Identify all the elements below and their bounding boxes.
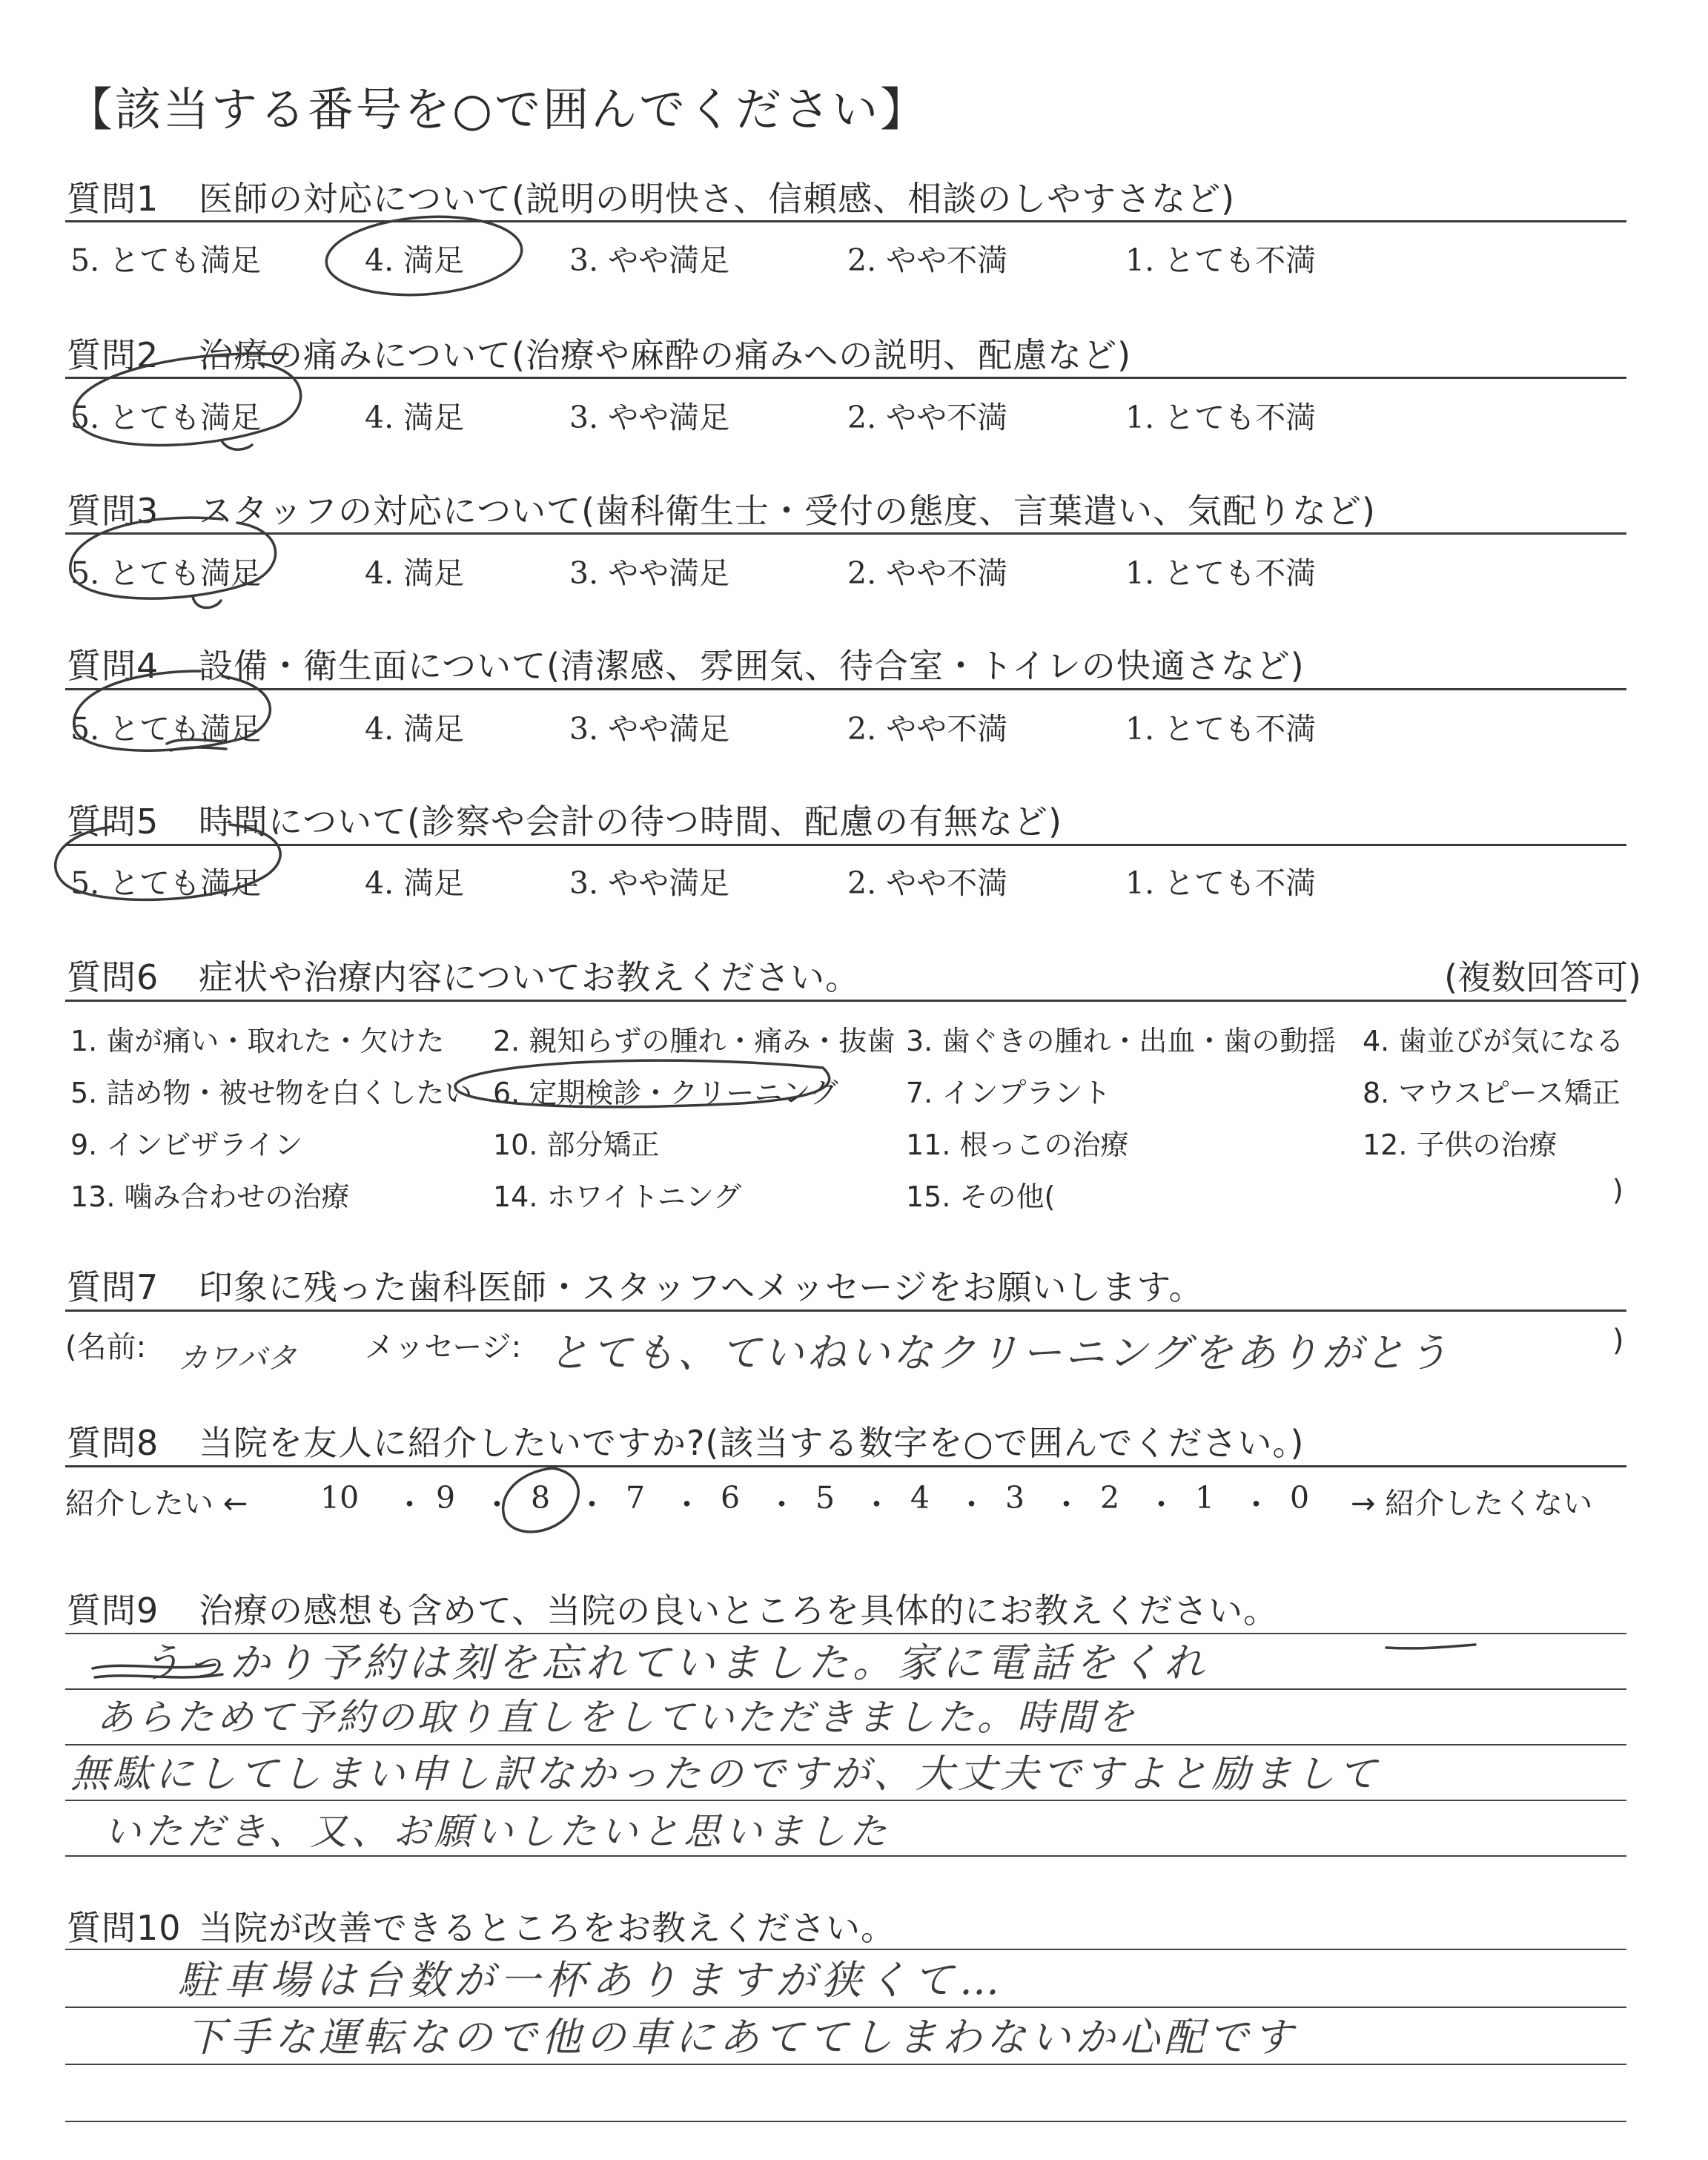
question-4-rule: [65, 688, 1626, 690]
q8-value-3[interactable]: 3: [1005, 1480, 1025, 1516]
q7-message-value[interactable]: とても、ていねいなクリーニングをありがとう: [549, 1330, 1451, 1376]
q8-dot: ・: [1051, 1487, 1082, 1522]
q2-option-3[interactable]: 3. やや満足: [569, 400, 730, 435]
question-3-text: スタッフの対応について(歯科衛生士・受付の態度、言葉遣い、気配りなど): [199, 491, 1376, 531]
question-3-options: [0, 549, 1708, 593]
q6-item-14[interactable]: 14. ホワイトニング: [493, 1180, 742, 1213]
q9-answer-line-3[interactable]: 無駄にしてしまい申し訳なかったのですが、大丈夫ですよと励まして: [70, 1752, 1381, 1797]
q7-name-value[interactable]: カワバタ: [178, 1341, 297, 1375]
q5-option-3[interactable]: 3. やや満足: [569, 865, 730, 901]
q1-option-2[interactable]: 2. やや不満: [847, 242, 1008, 278]
q10-line-4: [65, 2121, 1626, 2122]
q8-right-label: → 紹介したくない: [1351, 1487, 1593, 1521]
q4-option-3[interactable]: 3. やや満足: [569, 711, 730, 747]
question-1-rule: [65, 220, 1626, 222]
q4-option-4[interactable]: 4. 満足: [365, 711, 465, 747]
question-6-heading: [67, 951, 860, 1000]
q6-item-3[interactable]: 3. 歯ぐきの腫れ・出血・歯の動揺: [906, 1025, 1337, 1057]
q6-item-12[interactable]: 12. 子供の治療: [1363, 1129, 1558, 1161]
q6-item-10[interactable]: 10. 部分矯正: [493, 1129, 660, 1161]
q8-dot: ・: [767, 1487, 797, 1522]
q9-line-4: [65, 1800, 1626, 1801]
question-1-label: 質問1: [67, 179, 159, 219]
q8-dot: ・: [394, 1487, 425, 1522]
question-7-label: 質問7: [67, 1267, 159, 1307]
q1-option-4[interactable]: 4. 満足: [365, 242, 465, 278]
q3-option-2[interactable]: 2. やや不満: [847, 555, 1008, 591]
q10-line-3: [65, 2064, 1626, 2065]
question-5-options: [0, 859, 1708, 903]
question-3-rule: [65, 532, 1626, 535]
question-10-heading: [67, 1901, 896, 1950]
question-9-label: 質問9: [67, 1591, 159, 1631]
q4-option-2[interactable]: 2. やや不満: [847, 711, 1008, 747]
q3-option-5[interactable]: 5. とても満足: [70, 555, 262, 591]
q6-item-2[interactable]: 2. 親知らずの腫れ・痛み・抜歯: [493, 1025, 896, 1057]
q8-dot: ・: [1241, 1487, 1271, 1522]
q8-value-10[interactable]: 10: [320, 1480, 360, 1516]
question-2-rule: [65, 377, 1626, 379]
q5-option-4[interactable]: 4. 満足: [365, 865, 465, 901]
question-1-heading: [67, 172, 1235, 221]
q7-message-label: メッセージ:: [365, 1330, 522, 1364]
question-6-label: 質問6: [67, 957, 159, 997]
q4-option-1[interactable]: 1. とても不満: [1125, 711, 1317, 747]
q8-value-0[interactable]: 0: [1290, 1480, 1310, 1516]
q8-value-7[interactable]: 7: [626, 1480, 646, 1516]
page-title: 【該当する番号を○で囲んでください】: [67, 82, 929, 136]
q9-answer-line-4[interactable]: いただき、又、お願いしたいと思いました: [104, 1810, 891, 1853]
q7-name-label: (名前:: [65, 1330, 147, 1364]
q4-option-5[interactable]: 5. とても満足: [70, 711, 262, 747]
question-2-options: [0, 393, 1708, 437]
q3-option-1[interactable]: 1. とても不満: [1125, 555, 1317, 591]
q9-line-5: [65, 1855, 1626, 1857]
q8-value-6[interactable]: 6: [721, 1480, 741, 1516]
question-8-rule: [65, 1465, 1626, 1467]
question-1-text: 医師の対応について(説明の明快さ、信頼感、相談のしやすさなど): [199, 179, 1236, 219]
question-9-text: 治療の感想も含めて、当院の良いところを具体的にお教えください。: [199, 1591, 1279, 1631]
q2-option-5[interactable]: 5. とても満足: [70, 400, 262, 435]
q6-item-7[interactable]: 7. インプラント: [906, 1077, 1111, 1109]
q8-value-1[interactable]: 1: [1195, 1480, 1215, 1516]
q1-option-1[interactable]: 1. とても不満: [1125, 242, 1317, 278]
q6-item-15-close: ): [1612, 1174, 1623, 1206]
q7-close-paren: ): [1612, 1324, 1624, 1358]
q1-option-5[interactable]: 5. とても満足: [70, 242, 262, 278]
question-2-label: 質問2: [67, 335, 159, 375]
q1-option-3[interactable]: 3. やや満足: [569, 242, 730, 278]
q8-value-4[interactable]: 4: [910, 1480, 930, 1516]
q8-value-9[interactable]: 9: [436, 1480, 456, 1516]
q6-item-9[interactable]: 9. インビザライン: [70, 1129, 303, 1161]
q8-dot: ・: [1146, 1487, 1176, 1522]
q3-tail-mark: [193, 597, 221, 608]
question-2-heading: [67, 328, 1131, 377]
q8-dot: ・: [672, 1487, 702, 1522]
q6-item-4[interactable]: 4. 歯並びが気になる: [1363, 1025, 1624, 1057]
q8-left-label: 紹介したい ←: [65, 1487, 248, 1521]
question-3-heading: [67, 484, 1376, 533]
q8-value-8[interactable]: 8: [531, 1480, 551, 1516]
q8-value-2[interactable]: 2: [1100, 1480, 1120, 1516]
q9-answer-line-2[interactable]: あらためて予約の取り直しをしていただきました。時間を: [96, 1696, 1137, 1739]
question-9-heading: [67, 1584, 1278, 1633]
question-6-note: (複数回答可): [1444, 957, 1641, 997]
question-4-options: [0, 704, 1708, 749]
q6-item-5[interactable]: 5. 詰め物・被せ物を白くしたい: [70, 1077, 473, 1109]
q8-dot: ・: [577, 1487, 607, 1522]
q5-option-5[interactable]: 5. とても満足: [70, 865, 262, 901]
q10-answer-line-2[interactable]: 下手な運転なので他の車にあててしまわないか心配です: [185, 2014, 1297, 2061]
q6-item-15[interactable]: 15. その他(: [906, 1180, 1056, 1213]
q8-dot: ・: [482, 1487, 512, 1522]
q10-answer-line-1[interactable]: 駐車場は台数が一杯ありますが狭くて…: [178, 1957, 1005, 2004]
q2-tail-mark: [222, 442, 252, 449]
question-4-text: 設備・衛生面について(清潔感、雰囲気、待合室・トイレの快適さなど): [199, 646, 1305, 686]
q8-dot: ・: [956, 1487, 987, 1522]
question-7-heading: [67, 1261, 1204, 1309]
q8-value-5[interactable]: 5: [815, 1480, 835, 1516]
q3-option-3[interactable]: 3. やや満足: [569, 555, 730, 591]
question-4-label: 質問4: [67, 646, 159, 686]
question-6-rule: [65, 1000, 1626, 1002]
q9-answer-line-1[interactable]: うっかり予約は刻を忘れていました。家に電話をくれ: [141, 1639, 1208, 1686]
question-8-heading: [67, 1416, 1304, 1465]
q5-option-2[interactable]: 2. やや不満: [847, 865, 1008, 901]
q6-item-8[interactable]: 8. マウスピース矯正: [1363, 1077, 1621, 1109]
question-8-text: 当院を友人に紹介したいですか?(該当する数字を○で囲んでください。): [199, 1423, 1305, 1463]
q6-item-13[interactable]: 13. 噛み合わせの治療: [70, 1180, 350, 1213]
q3-option-4[interactable]: 4. 満足: [365, 555, 465, 591]
q9-arrow-mark: [1386, 1645, 1475, 1648]
question-2-text: 治療の痛みについて(治療や麻酔の痛みへの説明、配慮など): [199, 335, 1132, 375]
question-1-options: [0, 236, 1708, 280]
question-10-text: 当院が改善できるところをお教えください。: [199, 1908, 896, 1948]
q5-option-1[interactable]: 1. とても不満: [1125, 865, 1317, 901]
q6-item-6[interactable]: 6. 定期検診・クリーニング: [493, 1077, 838, 1109]
question-4-heading: [67, 639, 1305, 688]
question-8-label: 質問8: [67, 1423, 159, 1463]
question-5-label: 質問5: [67, 802, 159, 842]
question-5-rule: [65, 844, 1626, 846]
q2-option-4[interactable]: 4. 満足: [365, 400, 465, 435]
question-10-label: 質問10: [67, 1908, 182, 1948]
q8-dot: ・: [861, 1487, 892, 1522]
q6-item-11[interactable]: 11. 根っこの治療: [906, 1129, 1129, 1161]
q2-option-2[interactable]: 2. やや不満: [847, 400, 1008, 435]
q6-item-1[interactable]: 1. 歯が痛い・取れた・欠けた: [70, 1025, 445, 1057]
question-7-rule: [65, 1309, 1626, 1312]
question-5-heading: [67, 795, 1062, 844]
question-7-text: 印象に残った歯科医師・スタッフへメッセージをお願いします。: [199, 1267, 1204, 1307]
q2-option-1[interactable]: 1. とても不満: [1125, 400, 1317, 435]
question-6-text: 症状や治療内容についてお教えください。: [199, 957, 861, 997]
question-3-label: 質問3: [67, 491, 159, 531]
question-5-text: 時間について(診察や会計の待つ時間、配慮の有無など): [199, 802, 1062, 842]
